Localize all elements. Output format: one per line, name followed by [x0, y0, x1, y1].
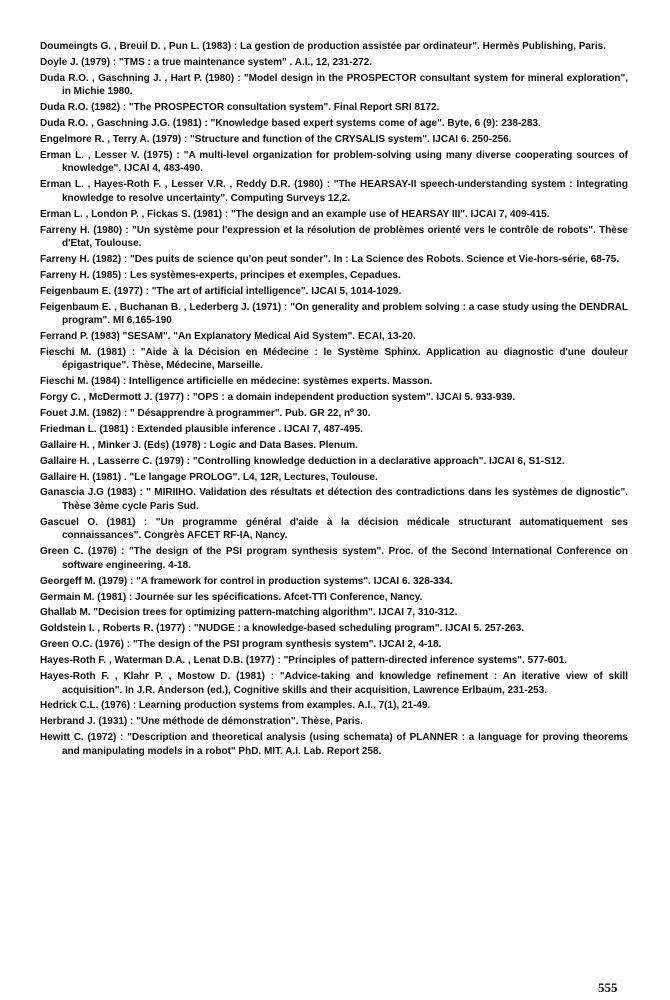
bibliography-entry [40, 330, 628, 344]
bibliography-entry [40, 101, 628, 115]
entry-author: Forgy C. [40, 392, 81, 404]
entry-author: Farreny H. [40, 269, 90, 281]
bibliography-entry [40, 575, 628, 589]
entry-text: (1983) "SESAM". "An Explanatory Medical Aid System". ECAI, 13-20. [90, 330, 416, 342]
entry-author: Hewitt C. [40, 732, 84, 744]
entry-text: , Lasserre C. (1979) : "Controlling knowledge deduction in a declarative approach". IJCAI 6, S1-S12. [92, 455, 565, 467]
bibliography-entry [40, 407, 628, 421]
entry-text: (1982) : "The PROSPECTOR consultation system". Final Report SRI 8172. [91, 102, 440, 114]
bibliography-entry [40, 149, 628, 176]
entry-text: (1972) : "Description and theoretical analysis (using schemata) of PLANNER : a language for proving theorems and manipulating models in a robot" PhD. MIT. A.I. Lab. Report 258. [62, 732, 628, 757]
entry-author: Gallaire H. [40, 471, 90, 483]
bibliography-entry [40, 471, 628, 485]
entry-author: Goldstein I. [40, 623, 95, 635]
bibliography-entry [40, 439, 628, 453]
entry-author: Ghallab M. [40, 607, 91, 619]
entry-text: (1931) : "Une méthode de démonstration". Thèse, Paris. [98, 716, 363, 728]
entry-text: (1983) : " MIRIIHO. Validation des résultats et détection des contradictions dans les systèmes de dignostic". Thèse 3ème cycle Paris Sud. [62, 487, 629, 512]
bibliography-entry [40, 133, 628, 147]
entry-text: (1985) : Les systèmes-experts, principes et exemples, Cepadues. [92, 269, 401, 281]
entry-text: , Buchanan B. , Lederberg J. (1971) : "On generality and problem solving : a case study using the DENDRAL program". MI 6,165-190 [62, 301, 629, 327]
entry-author: Doumeingts G. [40, 41, 112, 52]
entry-text: (1981) : Journée sur les spécifications. Afcet-TTI Conference, Nancy. [97, 591, 423, 603]
bibliography-entry [40, 545, 628, 572]
entry-text: , Gaschning J. , Hart P. (1980) : "Model design in the PROSPECTOR consultant system for mineral exploration", in Michie 1980. [62, 72, 628, 98]
entry-author: Farreny H. [40, 253, 90, 265]
bibliography-entry [40, 638, 628, 652]
entry-author: Green O.C. [40, 639, 93, 651]
entry-author: Gallaire H. [40, 455, 90, 467]
entry-author: Hayes-Roth F. [40, 671, 110, 682]
entry-author: Farreny H. [40, 224, 90, 236]
bibliography-entry [40, 301, 628, 328]
entry-author: Engelmore R. [40, 133, 105, 145]
entry-author: Friedman L. [40, 423, 97, 435]
entry-text: , Roberts R. (1977) : "NUDGE : a knowledge-based scheduling program". IJCAI 5. 257-263. [97, 623, 525, 635]
entry-text: (1981) . "Le langage PROLOG". L4, 12R, Lectures, Toulouse. [92, 471, 378, 483]
entry-author: Erman L. [40, 179, 84, 191]
bibliography-entry [40, 731, 628, 758]
entry-author: Georgeff M. [40, 575, 96, 587]
entry-author: Hedrick C.L. [40, 700, 99, 712]
entry-author: Ganascia J.G [40, 487, 104, 499]
bibliography-entry [40, 455, 628, 469]
entry-author: Feigenbaum E. [40, 285, 112, 297]
entry-text: , Terry A. (1979) : "Structure and function of the CRYSALIS system". IJCAI 6. 250-256. [107, 133, 512, 145]
bibliography-entry [40, 285, 628, 299]
entry-author: Gascuel O. [40, 516, 98, 528]
entry-text: (1979) : "A framework for control in production systems". IJCAI 6. 328-334. [98, 575, 453, 587]
entry-text: (1979) : "TMS : a true maintenance system" . A.I., 12, 231-272. [81, 56, 373, 68]
entry-author: Erman L. [40, 208, 83, 220]
entry-text: (1981) : "Un programme général d'aide à la décision médicale structurant automatiquement ses connaissances". Congrès AFCET RF-IA, Nancy. [62, 516, 629, 542]
entry-author: Feigenbaum E. [40, 301, 112, 313]
bibliography-entry [40, 654, 628, 668]
entry-author: Fouet J.M. [40, 408, 90, 420]
entry-text: (1976) : "The design of the PSI program synthesis system". IJCAI 2, 4-18. [95, 639, 442, 651]
bibliography-entry [40, 423, 628, 437]
bibliography-entry [40, 269, 628, 283]
bibliography-entry [40, 375, 628, 389]
bibliography-entry [40, 670, 628, 697]
entry-author: Germain M. [40, 591, 95, 603]
entry-text: (1984) : Intelligence artificielle en médecine: systèmes experts. Masson. [91, 376, 433, 388]
bibliography-entry [40, 699, 628, 713]
entry-text: , Gaschning J.G. (1981) : "Knowledge based expert systems come of age". Byte, 6 (9): 238-283. [91, 118, 541, 130]
bibliography-entry [40, 224, 628, 251]
entry-text: , Breuil D. , Pun L. (1983) : La gestion de production assistée par ordinateur". Hermès Publishing, Paris. [113, 41, 606, 52]
bibliography-entry [40, 178, 628, 205]
entry-author: Erman L. [40, 149, 84, 161]
bibliography-entry [40, 715, 628, 729]
entry-text: , Klahr P. , Mostow D. (1981) : "Advice-taking and knowledge refinement : An iterative view of skill acquisition". In J.R. Anderson (ed.), Cognitive skills and their acquisition, Lawrence Erlbaum, 231-253. [62, 671, 628, 696]
bibliography-entry [40, 208, 628, 222]
entry-text: , London P. , Fickas S. (1981) : "The design and an example use of HEARSAY III". IJCAI 7, 409-415. [85, 208, 550, 220]
bibliography-entry [40, 72, 628, 99]
entry-author: Duda R.O. [40, 102, 89, 114]
entry-author: Herbrand J. [40, 716, 96, 728]
entry-author: Fieschi M. [40, 376, 89, 388]
entry-text: (1976) : "The design of the PSI program synthesis system". Proc. of the Second International Conference on software engineering. 4-18. [62, 546, 628, 571]
entry-author: Green C. [40, 546, 84, 558]
bibliography-entry [40, 40, 628, 54]
bibliography-entry [40, 591, 628, 605]
entry-author: Gallaire H. [40, 439, 90, 451]
entry-text: (1981) : Extended plausible inference . IJCAI 7, 487-495. [99, 423, 363, 435]
entry-text: (1976) : Learning production systems from examples. A.I., 7(1), 21-49. [101, 700, 431, 712]
bibliography-entry [40, 56, 628, 70]
entry-author: Hayes-Roth F. [40, 655, 107, 667]
bibliography-list [40, 40, 628, 761]
entry-author: Doyle J. [40, 56, 79, 68]
entry-author: Duda R.O. [40, 118, 89, 130]
bibliography-entry [40, 516, 628, 543]
entry-text: "Decision trees for optimizing pattern-matching algorithm". IJCAI 7, 310-312. [93, 607, 458, 619]
entry-text: , Minker J. (Eds) (1978) : Logic and Data Bases. Plenum. [92, 439, 358, 451]
bibliography-entry [40, 486, 628, 513]
entry-author: Duda R.O. [40, 72, 89, 84]
entry-text: , Lesser V. (1975) : "A multi-level organization for problem-solving using many diverse cooperating sources of knowledge". IJCAI 4, 483-490. [62, 149, 629, 175]
entry-author: Fieschi M. [40, 346, 92, 358]
entry-text: (1980) : "Un système pour l'expression et la résolution de problèmes orienté vers le contrôle de robots". Thèse d'Etat, Toulouse. [62, 224, 628, 250]
entry-text: , Hayes-Roth F. , Lesser V.R. , Reddy D.R. (1980) : "The HEARSAY-II speech-understanding system : Integrating knowledge to resolve uncertainty". Computing Surveys 12,2. [62, 179, 628, 204]
entry-text: (1981) : "Aide à la Décision en Médecine : le Système Sphinx. Application au diagnostic d'une douleur épigastrique". Thèse, Médecine, Marseille. [62, 346, 628, 372]
bibliography-entry [40, 253, 628, 267]
entry-text: , McDermott J. (1977) : "OPS : a domain independent production system". IJCAI 5. 933-939. [83, 392, 516, 404]
page-number: 555 [598, 980, 618, 995]
entry-text: (1977) : "The art of artificial intelligence". IJCAI 5, 1014-1029. [113, 285, 402, 297]
entry-text: (1982) : " Désapprendre à programmer". Pub. GR 22, nº 30. [92, 408, 371, 420]
bibliography-entry [40, 117, 628, 131]
bibliography-entry [40, 606, 628, 620]
entry-author: Ferrand P. [40, 330, 89, 342]
entry-text: (1982) : "Des puits de science qu'on peut sonder". In : La Science des Robots. Science et Vie-hors-série, 68-75. [92, 253, 620, 265]
bibliography-entry [40, 346, 628, 373]
bibliography-entry [40, 622, 628, 636]
entry-text: , Waterman D.A. , Lenat D.B. (1977) : "Principles of pattern-directed inference systems". 577-601. [108, 655, 568, 667]
bibliography-entry [40, 391, 628, 405]
